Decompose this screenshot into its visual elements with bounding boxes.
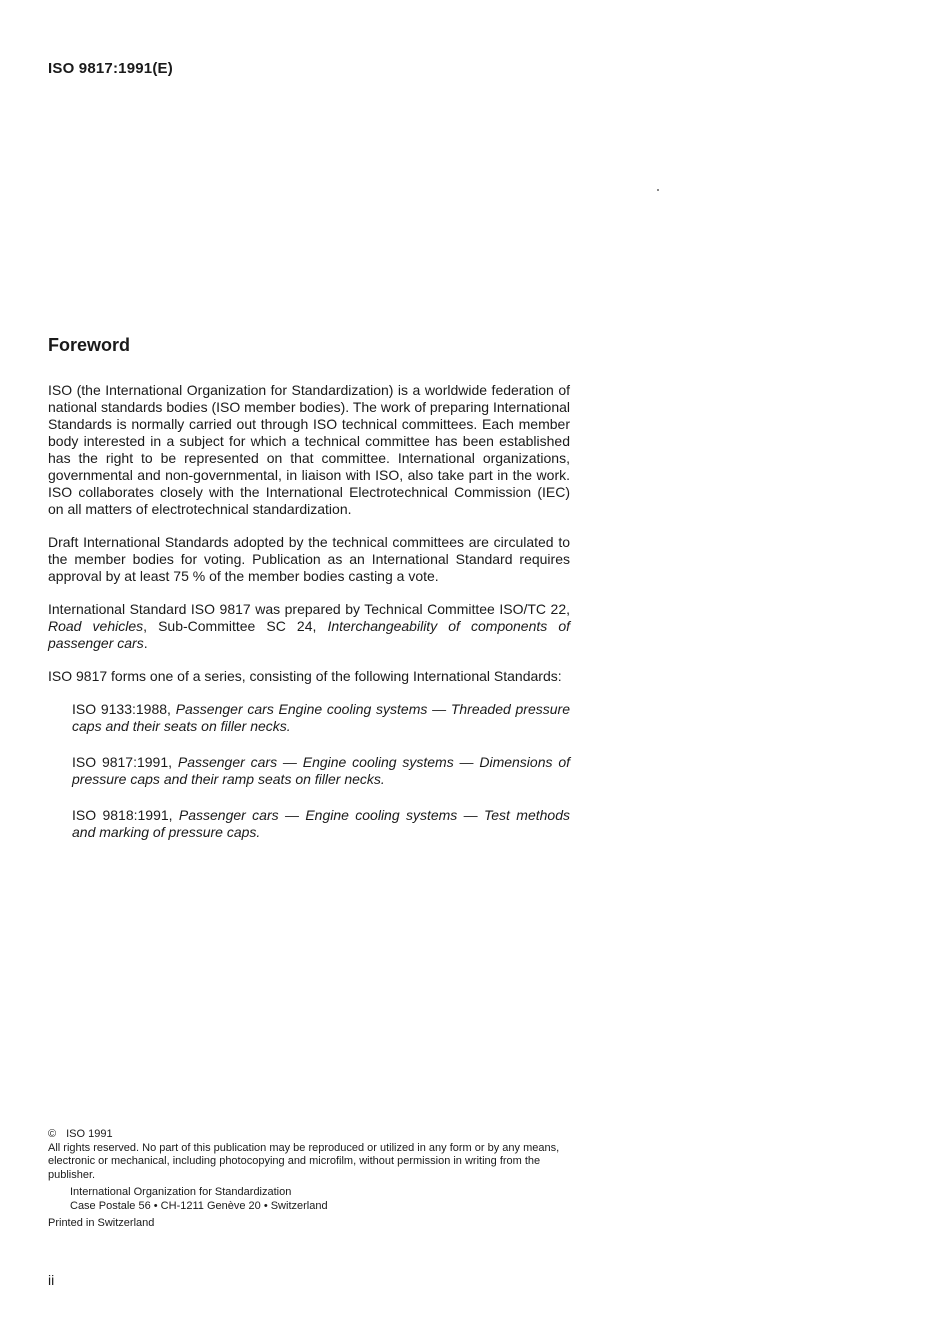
foreword-paragraph-3 [48, 601, 570, 652]
publisher-name: International Organization for Standardization [70, 1186, 292, 1198]
page-number: ii [48, 1272, 55, 1288]
standards-list [72, 701, 570, 841]
para3-committee-title: Road vehicles [48, 618, 144, 634]
foreword-paragraph-4: ISO 9817 forms one of a series, consisting of the following International Standards: [48, 668, 562, 684]
scan-speck [657, 189, 659, 191]
reference-title: Passenger cars Engine cooling systems — Threaded pressure caps and their seats on filler necks. [72, 701, 570, 734]
foreword-title: Foreword [48, 335, 131, 355]
copyright-symbol: © [48, 1128, 57, 1140]
reference-title: Passenger cars — Engine cooling systems — Dimensions of pressure caps and their ramp seats on filler necks. [72, 754, 571, 787]
copyright-block [48, 1128, 573, 1231]
standard-reference [72, 754, 570, 788]
foreword-body [48, 382, 570, 860]
printed-in: Printed in Switzerland [48, 1217, 155, 1229]
reference-title: Passenger cars — Engine cooling systems — Test methods and marking of pressure caps. [72, 807, 570, 840]
foreword-paragraph-2: Draft International Standards adopted by the technical committees are circulated to the member bodies for voting. Publication as an International Standard requires approval by at least 75 % of the member bodies casting a vote. [48, 534, 570, 584]
rights-statement: All rights reserved. No part of this publication may be reproduced or utilized in any form or by any means, electronic or mechanical, including photocopying and microfilm, without permission in writing from the publisher. [48, 1141, 560, 1181]
publisher-address [70, 1186, 573, 1213]
para3-text-3: . [143, 635, 148, 651]
standard-id-header: ISO 9817:1991(E) [48, 60, 173, 77]
standard-reference [72, 701, 570, 735]
publisher-postal-address: Case Postale 56 • CH-1211 Genève 20 • Switzerland [70, 1199, 328, 1212]
foreword-paragraph-1: ISO (the International Organization for Standardization) is a worldwide federation of national standards bodies (ISO member bodies). The work of preparing International Standards is normally carried out through ISO technical committees. Each member body interested in a subject for which a technical committee has been established has the right to be represented on that committee. International organizations, governmental and non-governmental, in liaison with ISO, also take part in the work. ISO collaborates closely with the International Electrotechnical Commission (IEC) on all matters of electrotechnical standardization. [48, 382, 570, 517]
para3-text-1: International Standard ISO 9817 was prepared by Technical Committee ISO/TC 22, [48, 601, 570, 617]
para3-text-2: , Sub-Committee SC 24, [143, 618, 328, 634]
reference-code: ISO 9817:1991, [72, 754, 178, 770]
reference-code: ISO 9818:1991, [72, 807, 179, 823]
copyright-line [48, 1128, 573, 1142]
standard-reference [72, 807, 570, 841]
para3-subcommittee-title: Interchangeability of components of passenger cars [48, 618, 571, 651]
copyright-year: ISO 1991 [66, 1128, 113, 1140]
reference-code: ISO 9133:1988, [72, 701, 176, 717]
